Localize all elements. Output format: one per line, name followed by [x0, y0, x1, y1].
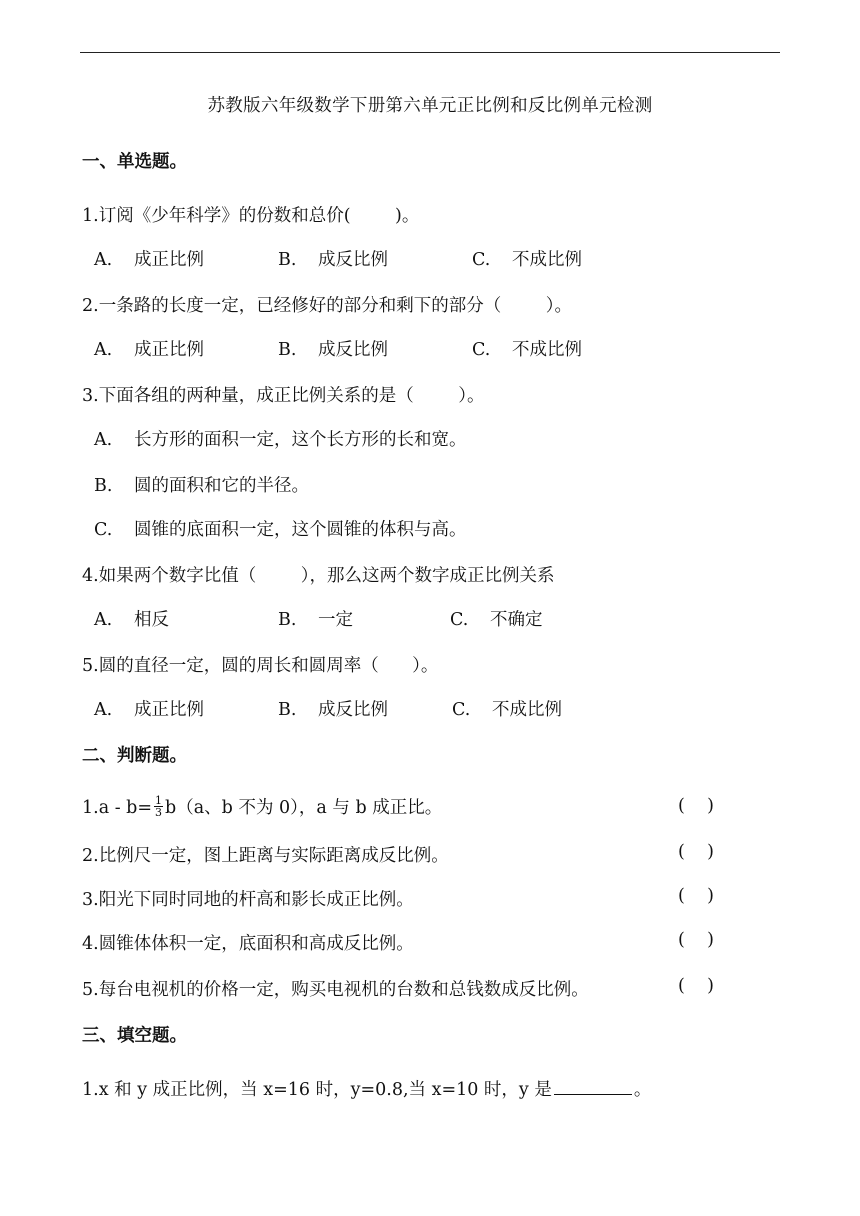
fraction-numerator: 1 — [155, 794, 163, 807]
option-text: 相反 — [134, 610, 169, 630]
q3-option-c — [94, 516, 467, 541]
option-letter: C. — [450, 610, 469, 630]
q1-option-c — [472, 246, 582, 271]
option-text: 成正比例 — [134, 700, 204, 720]
option-letter: C. — [452, 700, 471, 720]
option-letter: B. — [278, 610, 297, 630]
answer-parentheses: ( ) — [678, 886, 714, 906]
option-letter: C. — [472, 340, 491, 360]
q4-option-a — [94, 606, 169, 631]
fill-q1-suffix: 。 — [633, 1080, 652, 1100]
tf-question-3: 3.阳光下同时同地的杆高和影长成正比例。 — [82, 890, 414, 910]
option-letter: A. — [94, 250, 113, 270]
answer-parentheses: ( ) — [678, 796, 714, 816]
option-letter: B. — [94, 476, 113, 496]
fraction-one-third — [154, 795, 163, 818]
q5-option-a — [94, 696, 204, 721]
option-text: 不成比例 — [512, 340, 582, 360]
q5-option-c — [452, 696, 562, 721]
option-text: 不确定 — [490, 610, 543, 630]
question-3-stem: 3.下面各组的两种量，成正比例关系的是（ ）。 — [82, 386, 485, 406]
tf-question-2: 2.比例尺一定，图上距离与实际距离成反比例。 — [82, 846, 449, 866]
option-letter: A. — [94, 430, 113, 450]
q3-option-a — [94, 426, 467, 451]
option-letter: A. — [94, 700, 113, 720]
question-2-stem: 2.一条路的长度一定，已经修好的部分和剩下的部分（ ）。 — [82, 296, 572, 316]
fill-question-1 — [82, 1076, 651, 1101]
tf-question-1 — [82, 794, 442, 820]
tf-q1-suffix: b（a、b 不为 0），a 与 b 成正比。 — [165, 798, 443, 818]
q1-option-a — [94, 246, 204, 271]
option-text: 不成比例 — [492, 700, 562, 720]
option-letter: B. — [278, 340, 297, 360]
option-letter: C. — [94, 520, 113, 540]
q1-option-b — [278, 246, 388, 271]
answer-parentheses: ( ) — [678, 930, 714, 950]
answer-blank[interactable] — [554, 1080, 632, 1095]
option-text: 一定 — [318, 610, 353, 630]
option-text: 成反比例 — [318, 700, 388, 720]
option-text: 长方形的面积一定，这个长方形的长和宽。 — [134, 430, 467, 450]
header-rule — [80, 52, 780, 53]
option-letter: B. — [278, 700, 297, 720]
option-letter: A. — [94, 610, 113, 630]
section-heading-fill-blank: 三、填空题。 — [82, 1026, 187, 1046]
option-text: 圆锥的底面积一定，这个圆锥的体积与高。 — [134, 520, 467, 540]
option-letter: A. — [94, 340, 113, 360]
answer-parentheses: ( ) — [678, 842, 714, 862]
option-text: 成反比例 — [318, 340, 388, 360]
q2-option-c — [472, 336, 582, 361]
option-letter: C. — [472, 250, 491, 270]
q3-option-b — [94, 472, 309, 497]
answer-parentheses: ( ) — [678, 976, 714, 996]
q5-option-b — [278, 696, 388, 721]
question-4-stem: 4.如果两个数字比值（ ），那么这两个数字成正比例关系 — [82, 566, 555, 586]
option-text: 成正比例 — [134, 340, 204, 360]
tf-question-5: 5.每台电视机的价格一定，购买电视机的台数和总钱数成反比例。 — [82, 980, 589, 1000]
option-text: 圆的面积和它的半径。 — [134, 476, 309, 496]
page-title: 苏教版六年级数学下册第六单元正比例和反比例单元检测 — [207, 96, 653, 116]
section-heading-single-choice: 一、单选题。 — [82, 152, 187, 172]
q2-option-a — [94, 336, 204, 361]
question-5-stem: 5.圆的直径一定，圆的周长和圆周率（ ）。 — [82, 656, 439, 676]
option-text: 成正比例 — [134, 250, 204, 270]
q4-option-c — [450, 606, 543, 631]
fraction-denominator: 3 — [155, 806, 163, 819]
tf-q1-prefix: 1.a - b= — [82, 798, 153, 818]
tf-question-4: 4.圆锥体体积一定，底面积和高成反比例。 — [82, 934, 414, 954]
option-letter: B. — [278, 250, 297, 270]
option-text: 成反比例 — [318, 250, 388, 270]
question-1-stem: 1.订阅《少年科学》的份数和总价( )。 — [82, 206, 420, 226]
fill-q1-text: 1.x 和 y 成正比例，当 x=16 时，y=0.8,当 x=10 时，y 是 — [82, 1080, 552, 1100]
q4-option-b — [278, 606, 353, 631]
option-text: 不成比例 — [512, 250, 582, 270]
q2-option-b — [278, 336, 388, 361]
section-heading-true-false: 二、判断题。 — [82, 746, 187, 766]
